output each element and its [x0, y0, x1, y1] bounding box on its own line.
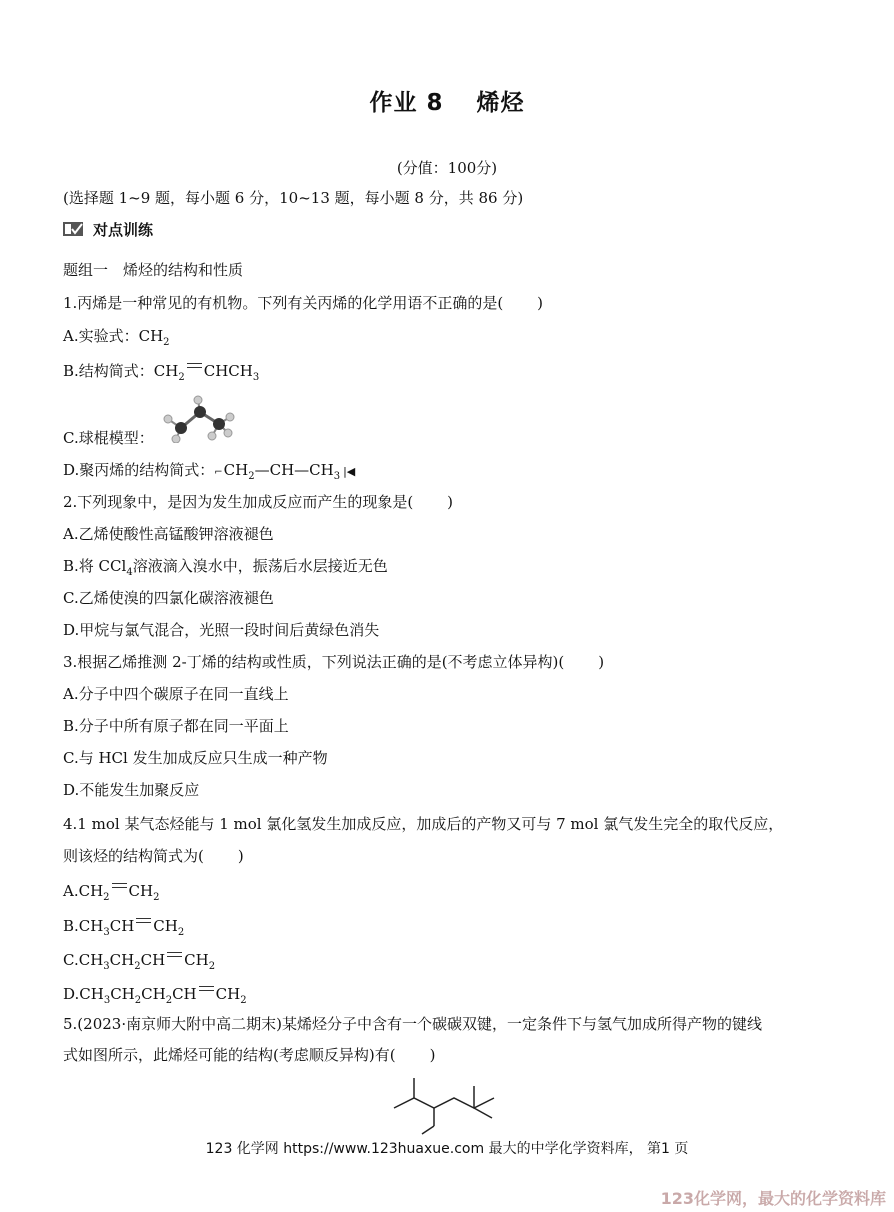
- question-3-option-d: D.不能发生加聚反应: [63, 781, 200, 799]
- question-3-option-a: A.分子中四个碳原子在同一直线上: [63, 685, 289, 703]
- question-1-stem: 1.丙烯是一种常见的有机物。下列有关丙烯的化学用语不正确的是(: [63, 294, 504, 312]
- polymer-bracket-right: |◀: [343, 465, 356, 478]
- question-2-option-c: C.乙烯使溴的四氯化碳溶液褪色: [63, 589, 274, 607]
- watermark: 123化学网，最大的化学资料库: [660, 1189, 886, 1208]
- question-3-option-c: C.与 HCl 发生加成反应只生成一种产物: [63, 749, 328, 767]
- question-3-option-b: B.分子中所有原子都在同一平面上: [63, 717, 289, 735]
- section-heading: [63, 219, 153, 239]
- question-2-option-a: A.乙烯使酸性高锰酸钾溶液褪色: [63, 525, 274, 543]
- page-title: 作业 8 烯烃: [369, 90, 525, 116]
- question-4-option-c: $C.CH_3CH_2CH$ $CH_2$: [63, 951, 216, 972]
- question-4-option-d: $D.CH_3CH_2CH_2CH$ $CH_2$: [63, 985, 247, 1006]
- question-4-option-b: $B.CH_3CH$ $CH_2$: [63, 917, 185, 938]
- question-1-option-a: A.实验式：$CH_2$: [63, 327, 170, 348]
- skeletal-formula-figure: [392, 1076, 504, 1138]
- question-4-option-a: $A.CH_2$ $CH_2$: [63, 882, 160, 903]
- question-4-line-2: 则该烃的结构简式为( ): [63, 847, 244, 865]
- question-5-line-2: 式如图所示，此烯烃可能的结构(考虑顺反异构)有( ): [63, 1046, 436, 1064]
- instructions: (选择题 1~9 题，每小题 6 分，10~13 题，每小题 8 分，共 86 分): [63, 189, 524, 207]
- ball-and-stick-model: [160, 395, 236, 443]
- question-2-option-b: B.将 CCl$_4$溶液滴入溴水中，振荡后水层接近无色: [63, 557, 388, 578]
- polymer-bracket-left: ⌐: [214, 467, 223, 478]
- question-4-line-1: 4.1 mol 某气态烃能与 1 mol 氯化氢发生加成反应，加成后的产物又可与 7 mol 氯气发生完全的取代反应，: [63, 815, 784, 833]
- question-2-option-d: D.甲烷与氯气混合，光照一段时间后黄绿色消失: [63, 621, 380, 639]
- group-title: 题组一 烯烃的结构和性质: [63, 261, 244, 279]
- score-info: (分值：100分): [396, 159, 498, 177]
- question-1: 1.丙烯是一种常见的有机物。下列有关丙烯的化学用语不正确的是( ): [63, 294, 544, 312]
- question-3: 3.根据乙烯推测 2-丁烯的结构或性质，下列说法正确的是(不考虑立体异构)( ): [63, 653, 605, 671]
- question-5-line-1: 5.(2023·南京师大附中高二期末)某烯烃分子中含有一个碳碳双键，一定条件下与氢气加成所得产物的键线: [63, 1015, 762, 1033]
- question-2: 2.下列现象中，是因为发生加成反应而产生的现象是( ): [63, 493, 454, 511]
- section-title: 对点训练: [93, 220, 154, 239]
- checklist-icon: [63, 221, 85, 237]
- question-1-option-c: C.球棍模型：: [63, 429, 154, 447]
- page-footer: 123 化学网 https://www.123huaxue.com 最大的中学化学资料库， 第1 页: [205, 1141, 689, 1157]
- question-1-option-b: B.结构简式：$CH_2$ $CHCH_3$: [63, 362, 260, 383]
- question-1-option-d: D.聚丙烯的结构简式：$⌐CH_2—CH—CH_3$ |◀: [63, 461, 356, 482]
